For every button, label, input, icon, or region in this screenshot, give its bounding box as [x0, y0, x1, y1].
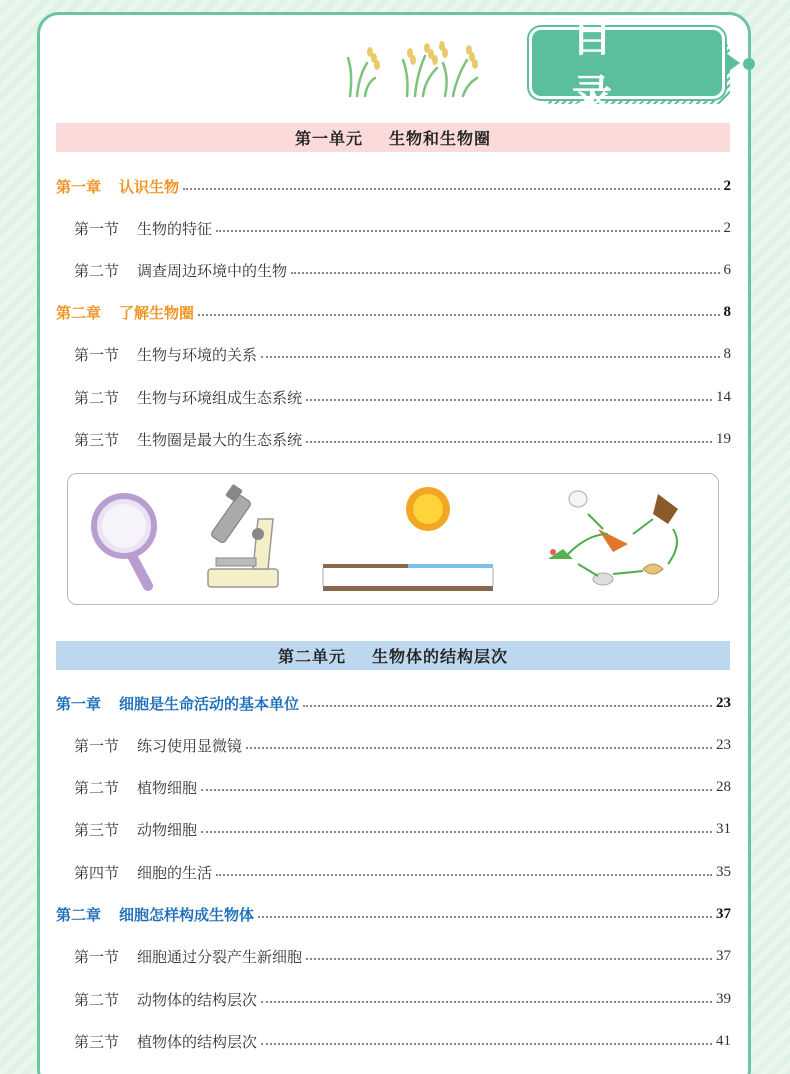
- unit-2-title: 生物体的结构层次: [372, 647, 509, 666]
- soil-layer-icon: [323, 564, 493, 591]
- page-number: 8: [723, 345, 731, 362]
- dot-leader: [306, 958, 712, 960]
- toc-section-u2-c1-s2[interactable]: [56, 776, 731, 798]
- unit-1-number: 第一单元: [294, 129, 363, 148]
- section-number: 第三节: [74, 430, 120, 449]
- page-number: 19: [716, 430, 731, 447]
- sun-icon: [406, 487, 450, 531]
- section-title: 植物体的结构层次: [137, 1032, 258, 1051]
- page-number: 37: [716, 947, 731, 964]
- dot-leader: [261, 1001, 712, 1003]
- toc-section-u1-c2-s2[interactable]: [56, 386, 731, 408]
- chapter-number: 第二章: [56, 303, 102, 322]
- dot-leader: [258, 916, 712, 918]
- page-number: 8: [723, 303, 731, 320]
- section-number: 第一节: [74, 947, 120, 966]
- section-title: 生物的特征: [137, 219, 213, 238]
- dot-leader: [183, 188, 719, 190]
- section-title: 练习使用显微镜: [137, 736, 243, 755]
- section-number: 第二节: [74, 261, 120, 280]
- page-number: 28: [716, 778, 731, 795]
- section-title: 生物与环境的关系: [137, 345, 258, 364]
- section-title: 细胞通过分裂产生新细胞: [137, 947, 303, 966]
- unit-2-number: 第二单元: [277, 647, 346, 666]
- section-number: 第二节: [74, 388, 120, 407]
- illustration-panel: [67, 473, 719, 605]
- food-web-icon: [548, 491, 678, 585]
- dot-leader: [306, 441, 712, 443]
- page-title: 目录: [529, 27, 725, 99]
- dot-leader: [198, 314, 719, 316]
- page-number: 39: [716, 990, 731, 1007]
- toc-section-u1-c1-s2[interactable]: [56, 259, 731, 281]
- badge-arrow: [726, 53, 740, 73]
- toc-section-u2-c2-s2[interactable]: [56, 988, 731, 1010]
- page-number: 37: [716, 905, 731, 922]
- page-number: 23: [716, 736, 731, 753]
- section-number: 第二节: [74, 778, 120, 797]
- toc-chapter-u2-c1[interactable]: [56, 692, 731, 714]
- toc-section-u2-c2-s3[interactable]: [56, 1030, 731, 1052]
- page-number: 31: [716, 820, 731, 837]
- microscope-icon: [208, 484, 278, 587]
- dot-leader: [261, 356, 719, 358]
- page-number: 35: [716, 863, 731, 880]
- chapter-title: 细胞怎样构成生物体: [119, 905, 255, 924]
- section-number: 第一节: [74, 736, 120, 755]
- toc-chapter-u1-c1[interactable]: [56, 175, 731, 197]
- dot-leader: [291, 272, 719, 274]
- page-number: 41: [716, 1032, 731, 1049]
- unit-1-header: [56, 123, 730, 152]
- chapter-title: 细胞是生命活动的基本单位: [119, 694, 300, 713]
- chapter-number: 第一章: [56, 177, 102, 196]
- toc-section-u2-c1-s4[interactable]: [56, 861, 731, 883]
- toc-section-u2-c1-s3[interactable]: [56, 818, 731, 840]
- section-number: 第三节: [74, 820, 120, 839]
- dot-leader: [216, 874, 712, 876]
- grass-icon: [345, 38, 480, 98]
- section-number: 第二节: [74, 990, 120, 1009]
- toc-section-u2-c1-s1[interactable]: [56, 734, 731, 756]
- dot-leader: [306, 399, 712, 401]
- badge-dot: [743, 58, 755, 70]
- section-title: 动物体的结构层次: [137, 990, 258, 1009]
- unit-1-title: 生物和生物圈: [389, 129, 492, 148]
- unit-2-header: [56, 641, 730, 670]
- section-title: 生物圈是最大的生态系统: [137, 430, 303, 449]
- chapter-number: 第二章: [56, 905, 102, 924]
- dot-leader: [261, 1043, 712, 1045]
- dot-leader: [246, 747, 712, 749]
- toc-section-u1-c1-s1[interactable]: [56, 217, 731, 239]
- toc-section-u1-c2-s3[interactable]: [56, 428, 731, 450]
- chapter-title: 认识生物: [119, 177, 180, 196]
- section-title: 动物细胞: [137, 820, 198, 839]
- section-number: 第三节: [74, 1032, 120, 1051]
- chapter-title: 了解生物圈: [119, 303, 195, 322]
- section-number: 第四节: [74, 863, 120, 882]
- page-number: 2: [723, 177, 731, 194]
- page-number: 23: [716, 694, 731, 711]
- section-title: 植物细胞: [137, 778, 198, 797]
- dot-leader: [303, 705, 712, 707]
- dot-leader: [201, 831, 712, 833]
- magnifier-icon: [94, 496, 154, 586]
- page-number: 6: [723, 261, 731, 278]
- dot-leader: [216, 230, 719, 232]
- toc-chapter-u2-c2[interactable]: [56, 903, 731, 925]
- page-number: 2: [723, 219, 731, 236]
- section-number: 第一节: [74, 345, 120, 364]
- chapter-number: 第一章: [56, 694, 102, 713]
- toc-section-u2-c2-s1[interactable]: [56, 945, 731, 967]
- page-number: 14: [716, 388, 731, 405]
- section-title: 生物与环境组成生态系统: [137, 388, 303, 407]
- toc-chapter-u1-c2[interactable]: [56, 301, 731, 323]
- dot-leader: [201, 789, 712, 791]
- toc-section-u1-c2-s1[interactable]: [56, 343, 731, 365]
- section-number: 第一节: [74, 219, 120, 238]
- section-title: 细胞的生活: [137, 863, 213, 882]
- section-title: 调查周边环境中的生物: [137, 261, 288, 280]
